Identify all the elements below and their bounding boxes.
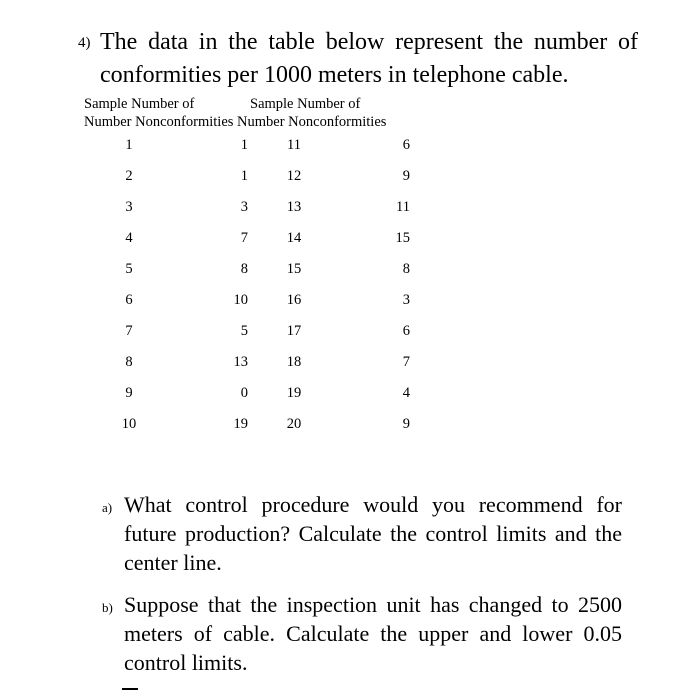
cell-sample-2: 15 [286, 261, 302, 277]
cell-count-1: 13 [233, 354, 248, 370]
cell-sample-1: 6 [125, 292, 133, 308]
cell-count-2: 9 [402, 168, 410, 184]
cell-sample-1: 8 [125, 354, 133, 370]
table-row [84, 385, 414, 405]
table-header [84, 95, 414, 131]
cell-count-2: 9 [402, 416, 410, 432]
cell-count-1: 3 [240, 199, 248, 215]
cell-sample-2: 14 [286, 230, 302, 246]
table-row [84, 137, 414, 157]
cell-count-1: 5 [240, 323, 248, 339]
cell-sample-2: 12 [286, 168, 302, 184]
cell-count-2: 15 [395, 230, 410, 246]
table-row [84, 199, 414, 219]
cell-sample-2: 19 [286, 385, 302, 401]
table-row [84, 323, 414, 343]
part-a-label: a) [102, 500, 113, 515]
question-4 [78, 26, 638, 92]
table-row [84, 416, 414, 436]
cell-sample-1: 3 [125, 199, 133, 215]
cell-count-2: 3 [402, 292, 410, 308]
cell-count-2: 4 [402, 385, 410, 401]
cell-count-1: 1 [240, 137, 248, 153]
table-row [84, 230, 414, 250]
cell-sample-1: 7 [125, 323, 133, 339]
cutoff-mark [122, 688, 138, 690]
cell-sample-1: 10 [121, 416, 137, 432]
header-sample-number-right: Sample Number of [250, 96, 361, 112]
part-a-text: What control procedure would you recommend for future production? Calculate the control limits and the center line. [124, 492, 622, 575]
cell-count-2: 6 [402, 323, 410, 339]
table-row [84, 168, 414, 188]
cell-count-1: 7 [240, 230, 248, 246]
data-table [84, 95, 414, 432]
cell-count-2: 11 [396, 199, 410, 215]
table-row [84, 292, 414, 312]
cell-count-2: 6 [402, 137, 410, 153]
cell-count-2: 7 [402, 354, 410, 370]
cell-sample-1: 2 [125, 168, 133, 184]
cell-count-1: 0 [240, 385, 248, 401]
cell-sample-2: 16 [286, 292, 302, 308]
question-text: The data in the table below represent the number of conformities per 1000 meters in telephone cable. [100, 29, 638, 88]
header-columns: Number Nonconformities Number Nonconformities [84, 114, 387, 130]
cell-sample-1: 1 [125, 137, 133, 153]
table-row [84, 354, 414, 374]
cell-sample-2: 20 [286, 416, 302, 432]
header-sample-number-left: Sample Number of [84, 96, 195, 112]
part-b-label: b) [102, 600, 113, 615]
cell-count-1: 1 [240, 168, 248, 184]
part-a [102, 490, 622, 577]
question-number: 4) [78, 35, 91, 51]
cell-sample-2: 11 [287, 137, 301, 153]
cell-sample-2: 13 [286, 199, 302, 215]
part-b-text: Suppose that the inspection unit has changed to 2500 meters of cable. Calculate the upper and lower 0.05 control limits. [124, 592, 622, 675]
cell-sample-2: 17 [286, 323, 302, 339]
cell-count-1: 10 [233, 292, 248, 308]
part-b [102, 590, 622, 677]
cell-count-1: 8 [240, 261, 248, 277]
cell-sample-1: 4 [125, 230, 133, 246]
table-row [84, 261, 414, 281]
cell-sample-1: 5 [125, 261, 133, 277]
cell-sample-2: 18 [286, 354, 302, 370]
cell-sample-1: 9 [125, 385, 133, 401]
cell-count-2: 8 [402, 261, 410, 277]
cell-count-1: 19 [233, 416, 248, 432]
